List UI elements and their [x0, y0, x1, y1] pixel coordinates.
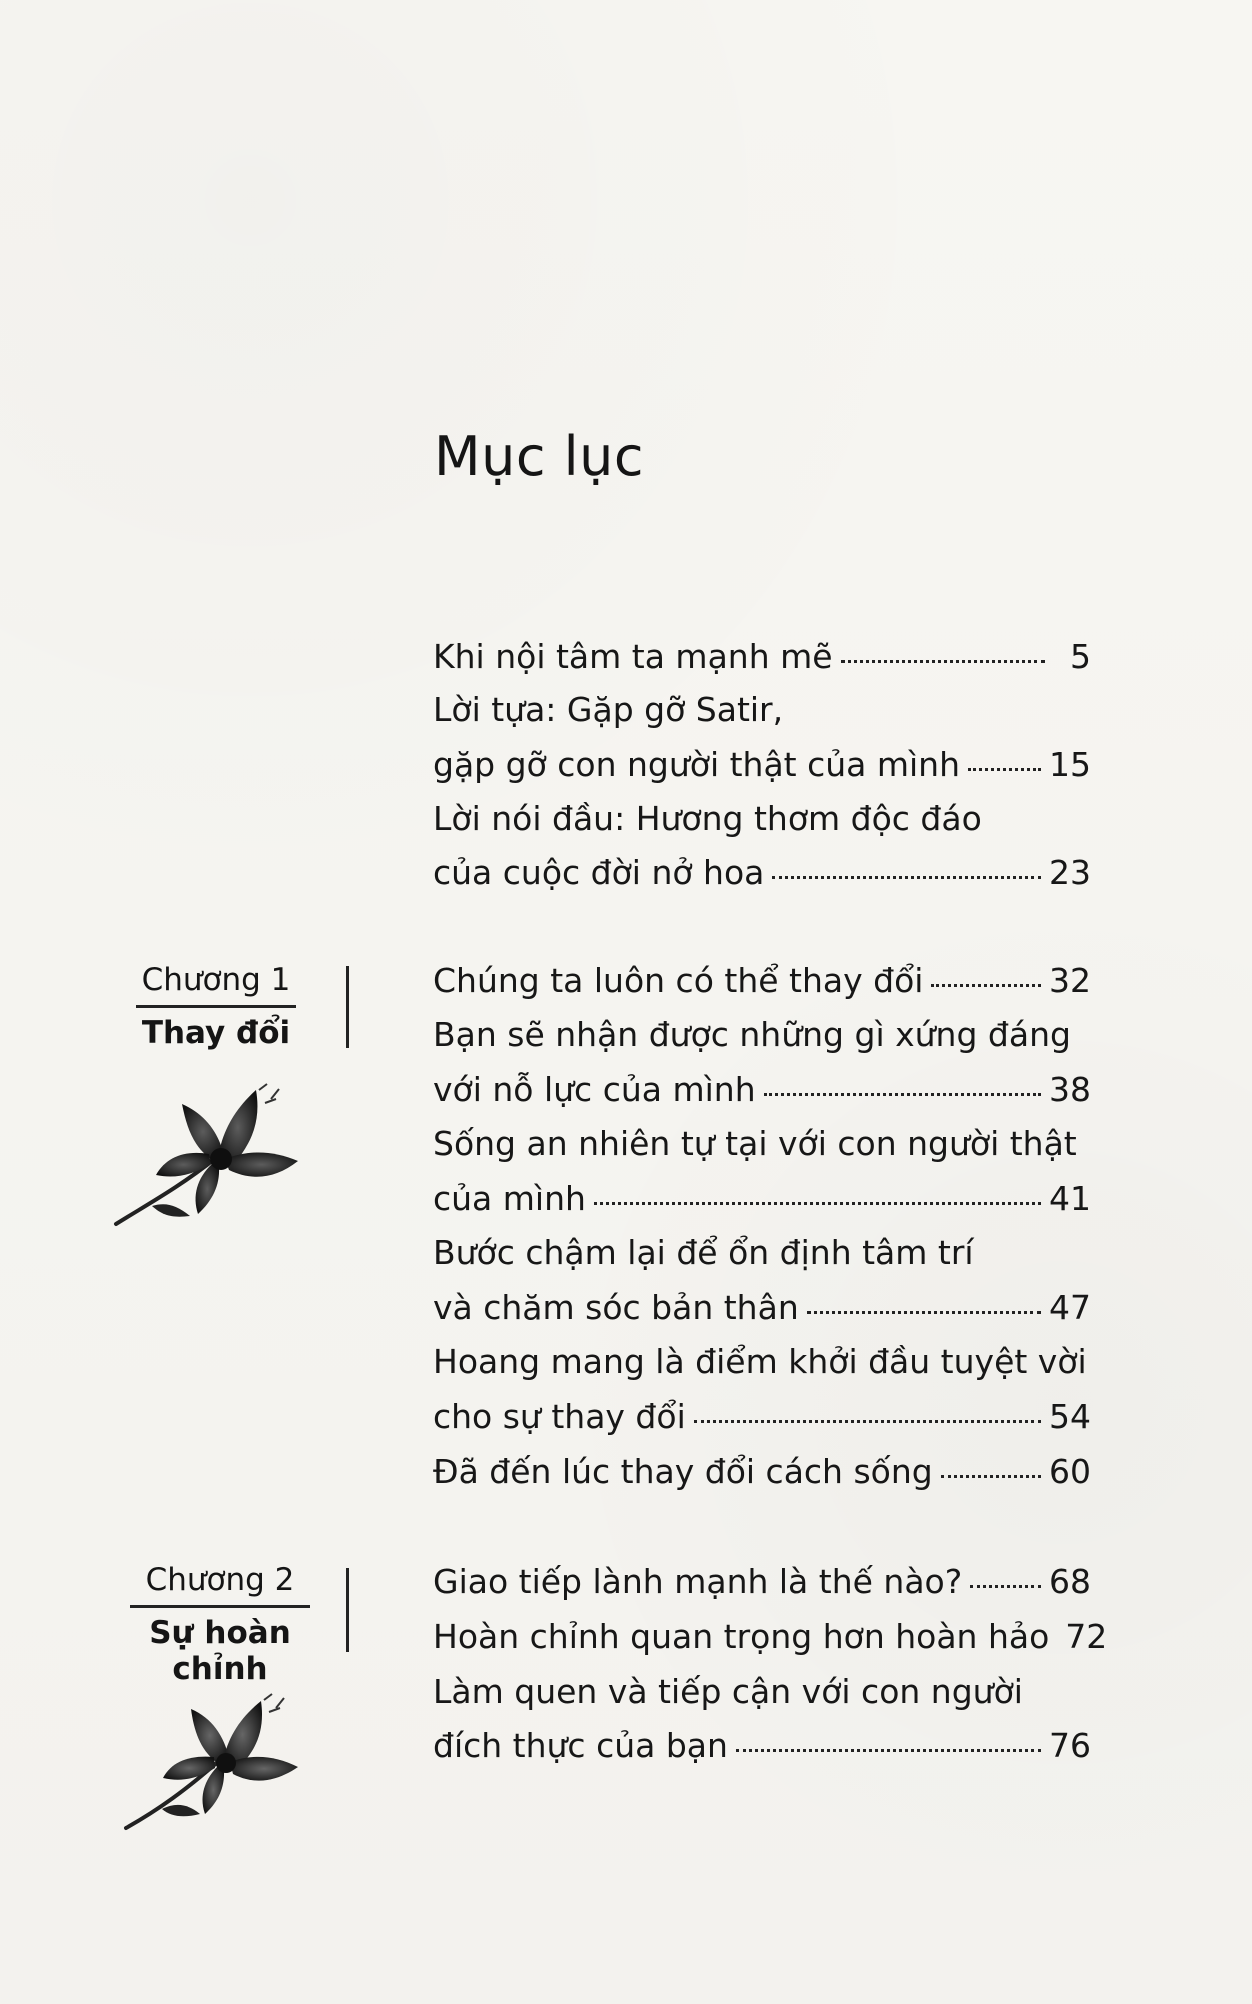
- chapter-1-name: Thay đổi: [141, 1015, 291, 1052]
- page-number: 47: [1049, 1288, 1091, 1327]
- chapter-2-name: Sự hoàn chỉnh: [149, 1615, 291, 1687]
- toc-entry-text: Giao tiếp lành mạnh là thế nào?: [433, 1562, 963, 1601]
- toc-entry-text: đích thực của bạn: [433, 1726, 728, 1765]
- page-number: 68: [1049, 1562, 1091, 1601]
- chapter-1-item-4[interactable]: [433, 1288, 1091, 1339]
- toc-entry-text: của mình: [433, 1179, 586, 1218]
- chapter-1-item-2[interactable]: [433, 1070, 1091, 1121]
- toc-entry-1[interactable]: [433, 637, 1091, 688]
- chapter-1-heading: [126, 963, 306, 1052]
- chapter-1-item-5-line-1[interactable]: Hoang mang là điểm khởi đầu tuyệt vời: [433, 1342, 1087, 1381]
- toc-entry-text: của cuộc đời nở hoa: [433, 853, 765, 892]
- chapter-1-item-6[interactable]: [433, 1452, 1091, 1503]
- toc-entry-text: Hoàn chỉnh quan trọng hơn hoàn hảo: [433, 1617, 1050, 1656]
- chapter-1-item-3-line-1[interactable]: Sống an nhiên tự tại với con người thật: [433, 1124, 1077, 1163]
- dot-leader: [772, 876, 1041, 879]
- chapter-2-item-3-line-1[interactable]: Làm quen và tiếp cận với con người: [433, 1672, 1023, 1711]
- dot-leader: [694, 1420, 1041, 1423]
- dot-leader: [841, 660, 1045, 663]
- toc-entry-2-line-1[interactable]: Lời tựa: Gặp gỡ Satir,: [433, 690, 784, 729]
- flower-illustration-2: [116, 1678, 306, 1836]
- chapter-1-item-1[interactable]: [433, 961, 1091, 1012]
- chapter-1-divider: [346, 966, 349, 1048]
- page-number: 5: [1070, 637, 1091, 676]
- dot-leader: [970, 1585, 1041, 1588]
- page-number: 32: [1049, 961, 1091, 1000]
- toc-entry-text: Đã đến lúc thay đổi cách sống: [433, 1452, 933, 1491]
- dot-leader: [941, 1475, 1041, 1478]
- toc-entry-2[interactable]: [433, 745, 1091, 796]
- dot-leader: [931, 984, 1041, 987]
- page-number: 15: [1049, 745, 1091, 784]
- toc-entry-text: Chúng ta luôn có thể thay đổi: [433, 961, 924, 1000]
- dot-leader: [807, 1311, 1041, 1314]
- dot-leader: [736, 1749, 1041, 1752]
- chapter-2-heading: [102, 1563, 338, 1687]
- chapter-1-item-4-line-1[interactable]: Bước chậm lại để ổn định tâm trí: [433, 1233, 974, 1272]
- toc-entry-text: với nỗ lực của mình: [433, 1070, 756, 1109]
- bleed-through-texture: [120, 230, 131, 270]
- page-number: 41: [1049, 1179, 1091, 1218]
- page-title: Mục lục: [434, 425, 645, 488]
- dot-leader: [764, 1093, 1041, 1096]
- chapter-2-item-2[interactable]: [433, 1617, 1108, 1668]
- chapter-2-divider: [346, 1568, 349, 1652]
- page-number: 60: [1049, 1452, 1091, 1491]
- chapter-2-item-3[interactable]: [433, 1726, 1091, 1777]
- toc-entry-text: cho sự thay đổi: [433, 1397, 686, 1436]
- dot-leader: [594, 1202, 1041, 1205]
- page-number: 72: [1065, 1617, 1108, 1656]
- toc-entry-3-line-1[interactable]: Lời nói đầu: Hương thơm độc đáo: [433, 799, 982, 838]
- chapter-1-item-5[interactable]: [433, 1397, 1091, 1448]
- chapter-2-label: Chương 2: [130, 1563, 310, 1608]
- page-number: 38: [1049, 1070, 1091, 1109]
- page-number: 76: [1049, 1726, 1091, 1765]
- dot-leader: [968, 768, 1041, 771]
- flower-illustration-1: [108, 1056, 318, 1236]
- chapter-2-item-1[interactable]: [433, 1562, 1091, 1613]
- toc-entry-3[interactable]: [433, 853, 1091, 904]
- toc-entry-text: và chăm sóc bản thân: [433, 1288, 799, 1327]
- toc-entry-text: Khi nội tâm ta mạnh mẽ: [433, 637, 833, 676]
- page-number: 54: [1049, 1397, 1091, 1436]
- page-number: 23: [1049, 853, 1091, 892]
- toc-entry-text: gặp gỡ con người thật của mình: [433, 745, 961, 784]
- chapter-1-label: Chương 1: [136, 963, 296, 1008]
- chapter-1-item-2-line-1[interactable]: Bạn sẽ nhận được những gì xứng đáng: [433, 1015, 1071, 1054]
- chapter-1-item-3[interactable]: [433, 1179, 1091, 1230]
